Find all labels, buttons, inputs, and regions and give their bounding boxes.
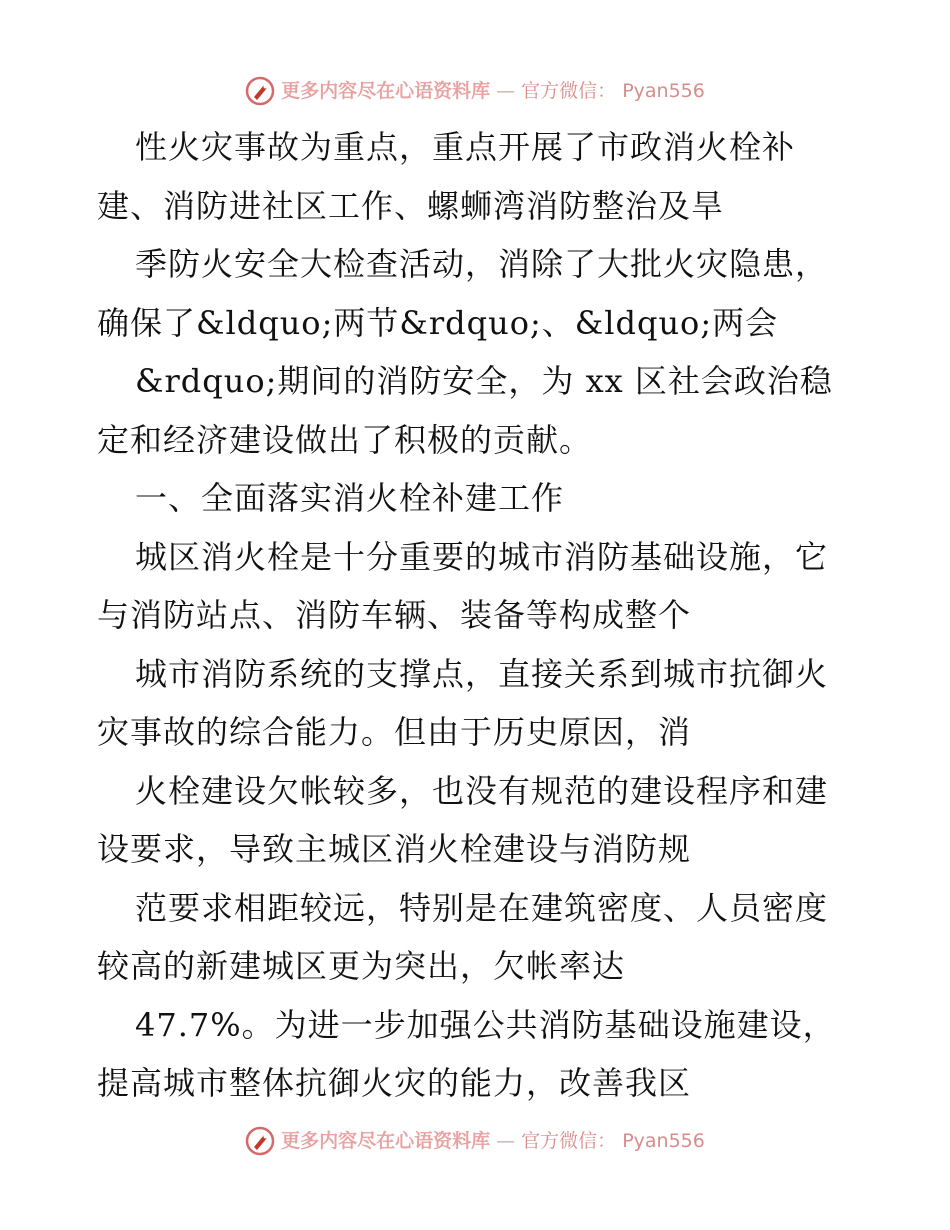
- text-line: 确保了&ldquo;两节&rdquo;、&ldquo;两会: [97, 303, 779, 342]
- watermark-separator: —: [496, 80, 516, 102]
- text-line: 灾事故的综合能力。但由于历史原因，消: [97, 713, 692, 751]
- text-line: 范要求相距较远，特别是在建筑密度、人员密度: [135, 888, 829, 927]
- watermark-separator: —: [496, 1130, 516, 1152]
- document-body: [97, 118, 887, 1113]
- section-heading: 一、全面落实消火栓补建工作: [135, 479, 565, 517]
- footer-watermark: [0, 1126, 950, 1156]
- text-line: 火栓建设欠帐较多，也没有规范的建设程序和建: [135, 771, 829, 810]
- pen-circle-logo-icon: [245, 1126, 275, 1156]
- text-line: 城区消火栓是十分重要的城市消防基础设施，它: [135, 537, 829, 576]
- text-line: 定和经济建设做出了积极的贡献。: [97, 420, 593, 459]
- watermark-sub-text: 官方微信：: [521, 80, 617, 102]
- watermark-wechat-id: Pyan556: [622, 80, 705, 102]
- text-line: 季防火安全大检查活动，消除了大批火灾隐患，: [135, 245, 829, 283]
- watermark-main-text: 更多内容尽在心语资料库: [281, 80, 491, 102]
- text-line: 与消防站点、消防车辆、装备等构成整个: [97, 596, 692, 634]
- text-line: 提高城市整体抗御火灾的能力，改善我区: [97, 1064, 692, 1102]
- text-line: 设要求，导致主城区消火栓建设与消防规: [97, 830, 692, 868]
- watermark-wechat-id: Pyan556: [622, 1130, 705, 1152]
- pen-circle-logo-icon: [245, 76, 275, 106]
- watermark-sub-text: 官方微信：: [521, 1130, 617, 1152]
- watermark-main-text: 更多内容尽在心语资料库: [281, 1130, 491, 1152]
- text-line: 较高的新建城区更为突出，欠帐率达: [97, 947, 626, 985]
- text-line: 建、消防进社区工作、螺蛳湾消防整治及旱: [97, 186, 725, 225]
- text-line: &rdquo;期间的消防安全，为 xx 区社会政治稳: [135, 362, 833, 400]
- text-line: 城市消防系统的支撑点，直接关系到城市抗御火: [135, 654, 829, 693]
- text-line: 性火灾事故为重点，重点开展了市政消火栓补: [135, 128, 796, 166]
- header-watermark: [0, 76, 950, 106]
- text-line: 47.7%。为进一步加强公共消防基础设施建设，: [135, 1005, 836, 1044]
